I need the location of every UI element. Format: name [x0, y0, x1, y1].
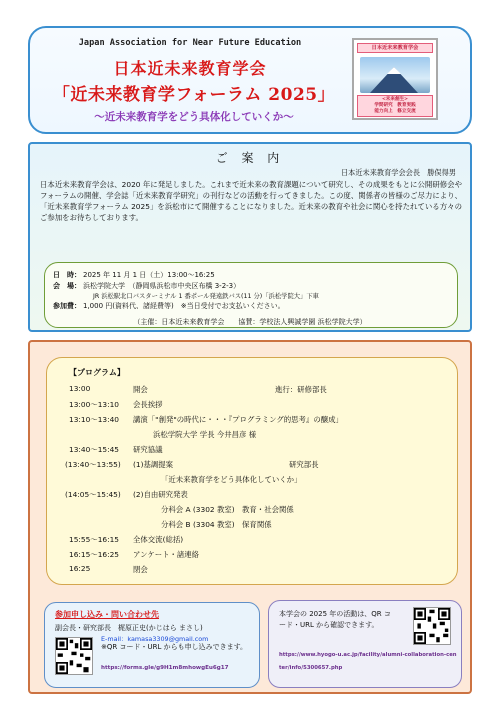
- qr-code-icon: [56, 638, 92, 674]
- program-time: 16:15～16:25: [69, 550, 119, 559]
- association-english-name: Japan Association for Near Future Education: [78, 38, 302, 48]
- program-item: (2)自由研究発表: [133, 490, 188, 499]
- program-time: 16:25: [69, 564, 91, 573]
- venue-row: [53, 281, 240, 291]
- qr-code-icon: [414, 608, 450, 644]
- activity-url[interactable]: https://www.hyogo-u.ac.jp/facility/alumni-collaboration-center/info/5300657.php: [279, 652, 457, 671]
- contact-box: [44, 602, 260, 688]
- header-banner: [28, 26, 472, 134]
- program-note: 進行：研修部長: [275, 385, 327, 394]
- forum-subtitle: ～近未来教育学をどう具体化していくか～: [94, 111, 294, 123]
- program-item: 浜松学院大学 学長 今井昌彦 様: [153, 430, 257, 439]
- program-box: [46, 357, 458, 585]
- invitation-body: 日本近未来教育学会は、2020 年に発足しました。これまで近未来の教育課題について研究し、その成果をもとに公開研修会やフォーラムの開催、学会誌「近未来教育学研究」の刊行などの活動を行ってきました。この度、関係者の皆様のご尽力により、「近未来教育学フォーラム 2025」を浜松市にて開催することになりました。近未来の教育や社会に関心を持たれている方々のご参加をお待ちしております。: [40, 180, 462, 222]
- fee-value: 1,000 円(資料代、諸経費等) ※当日受付でお支払いください。: [83, 302, 285, 310]
- program-heading: 【プログラム】: [69, 368, 125, 377]
- logo-name-plate: 日本近未来教育学会: [357, 43, 433, 53]
- date-value: 2025 年 11 月 1 日（土）13:00～16:25: [83, 271, 215, 279]
- program-time: (14:05～15:45): [65, 490, 121, 499]
- host-line: （主催：日本近未来教育学会 協賛：学校法人興誠学園 浜松学院大学）: [133, 318, 367, 326]
- activity-qr-code[interactable]: [413, 607, 451, 645]
- snowcap-icon: [387, 67, 401, 74]
- fee-label: 参加費：: [53, 302, 81, 310]
- program-time: 13:40～15:45: [69, 445, 119, 454]
- program-item: 開会: [133, 385, 148, 394]
- signup-url[interactable]: https://forms.gle/g9H1m8mhowgEu6g17: [101, 665, 229, 671]
- access-row: JR 浜松駅北口バスターミナル 1 番ポール発遠鉄バス(11 分)「浜松学院大」下車: [93, 293, 319, 300]
- program-time: (13:40～13:55): [65, 460, 121, 469]
- signup-qr-code[interactable]: [55, 637, 93, 675]
- program-item: 研究協議: [133, 445, 163, 454]
- activity-box: [268, 600, 462, 688]
- venue-label: 会 場：: [53, 282, 81, 290]
- association-title: 日本近未来教育学会: [113, 59, 267, 78]
- event-details-box: [44, 262, 458, 328]
- program-item: 分科会 A (3302 教室) 教育・社会関係: [161, 505, 294, 514]
- activity-text: 本学会の 2025 年の活動は、QR コード・URL から確認できます。: [279, 610, 391, 629]
- forum-title: 「近未来教育学フォーラム 2025」: [52, 85, 336, 105]
- mountain-picture: [360, 57, 430, 93]
- program-item: 閉会: [133, 565, 148, 574]
- program-time: 13:00: [69, 384, 91, 393]
- program-item: 講演「"創発"の時代に・・・『プログラミング的思考』の醸成」: [133, 415, 343, 424]
- contact-note: ※QR コード・URL からも申し込みできます。: [101, 643, 248, 651]
- invitation-author: 日本近未来教育学会会長 勝俣得男: [340, 168, 456, 177]
- program-item: (1)基調提案: [133, 460, 174, 469]
- program-item: 分科会 B (3304 教室) 保育関係: [161, 520, 272, 529]
- contact-person: 副会長・研究部長 梶原正史(かじはら まさし): [55, 624, 203, 632]
- logo-motto: <未来創生> 学問研究 教育実践 能力向上 修立交流: [357, 95, 433, 117]
- date-row: [53, 270, 215, 280]
- program-time: 15:55～16:15: [69, 535, 119, 544]
- venue-value: 浜松学院大学 （静岡県浜松市中央区布橋 3-2-3）: [83, 282, 241, 290]
- program-item: 「近未来教育学をどう具体化していくか」: [161, 475, 302, 484]
- program-item: 会長挨拶: [133, 400, 163, 409]
- program-time: 13:10～13:40: [69, 415, 119, 424]
- program-section: [28, 340, 472, 694]
- program-item: アンケート・諸連絡: [133, 550, 200, 559]
- program-note: 研究部長: [289, 460, 319, 469]
- program-item: 全体交流(総括): [133, 535, 184, 544]
- date-label: 日 時：: [53, 271, 81, 279]
- invitation-heading: ご 案 内: [215, 151, 285, 165]
- fee-row: [53, 301, 285, 311]
- contact-email[interactable]: E-mail：kamasa3309@gmail.com: [101, 635, 209, 643]
- contact-title: 参加申し込み・問い合わせ先: [55, 610, 159, 619]
- program-time: 13:00～13:10: [69, 400, 119, 409]
- association-logo: [352, 38, 438, 120]
